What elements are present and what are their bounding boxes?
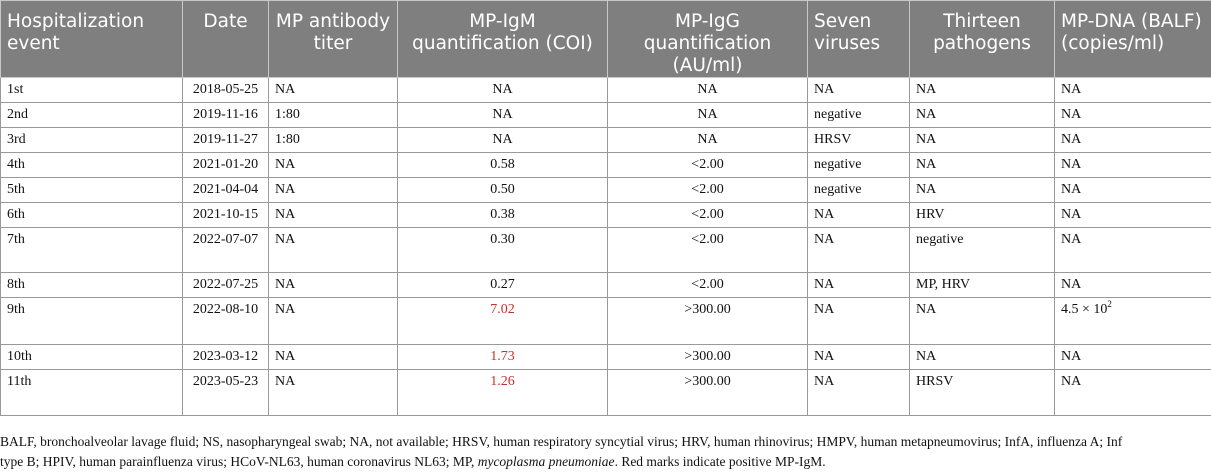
cell-event: 11th [1,370,183,416]
cell-date: 2021-04-04 [183,178,269,203]
table-row [1,178,1211,203]
cell-titer: NA [269,273,398,298]
cell-igg: <2.00 [608,178,808,203]
cell-igg: <2.00 [608,273,808,298]
header-hospitalization-event: Hospitalization event [1,1,183,78]
footnote-line-1: BALF, bronchoalveolar lavage fluid; NS, nasopharyngeal swab; NA, not available; HRSV, human respiratory syncytial virus; HRV, human rhinovirus; HMPV, human metapneumovirus; InfA, influenza A; Inf [0,432,1211,452]
table-row [1,273,1211,298]
cell-date: 2022-07-07 [183,228,269,273]
cell-igm: 0.27 [398,273,608,298]
cell-igg: >300.00 [608,370,808,416]
cell-event: 2nd [1,103,183,128]
cell-thirteen-pathogens: HRV [910,203,1055,228]
cell-igm: 0.30 [398,228,608,273]
cell-thirteen-pathogens: NA [910,298,1055,345]
table-row [1,345,1211,370]
cell-igm-positive: 7.02 [398,298,608,345]
cell-mp-dna: NA [1055,273,1211,298]
cell-thirteen-pathogens: NA [910,153,1055,178]
cell-titer: 1:80 [269,103,398,128]
header-mp-dna: MP-DNA (BALF) (copies/ml) [1055,1,1211,78]
cell-date: 2023-03-12 [183,345,269,370]
header-mp-igg: MP-IgG quantification (AU/ml) [608,1,808,78]
cell-igm: 0.38 [398,203,608,228]
footnote-italic-term: mycoplasma pneumoniae [478,454,615,469]
table-row [1,78,1211,103]
cell-event: 10th [1,345,183,370]
cell-thirteen-pathogens: MP, HRV [910,273,1055,298]
table-row [1,228,1211,273]
dna-value: 4.5 × 10 [1061,302,1107,317]
footnote-line-2 [0,452,1211,472]
cell-seven-viruses: NA [808,203,910,228]
cell-event: 1st [1,78,183,103]
cell-seven-viruses: NA [808,370,910,416]
cell-date: 2022-07-25 [183,273,269,298]
cell-igg: <2.00 [608,153,808,178]
cell-event: 3rd [1,128,183,153]
cell-titer: NA [269,370,398,416]
cell-igm-positive: 1.26 [398,370,608,416]
header-date: Date [183,1,269,78]
header-mp-antibody-titer: MP antibody titer [269,1,398,78]
cell-igm: 0.58 [398,153,608,178]
cell-thirteen-pathogens: NA [910,103,1055,128]
cell-titer: NA [269,345,398,370]
cell-igg: NA [608,78,808,103]
cell-date: 2021-10-15 [183,203,269,228]
cell-titer: NA [269,228,398,273]
table-row [1,203,1211,228]
table-row [1,370,1211,416]
cell-igg: >300.00 [608,345,808,370]
cell-titer: NA [269,178,398,203]
cell-titer: NA [269,298,398,345]
cell-thirteen-pathogens: NA [910,128,1055,153]
cell-igg: NA [608,103,808,128]
cell-titer: NA [269,203,398,228]
cell-igg: >300.00 [608,298,808,345]
cell-seven-viruses: HRSV [808,128,910,153]
cell-mp-dna: NA [1055,153,1211,178]
cell-igg: <2.00 [608,203,808,228]
cell-seven-viruses: negative [808,153,910,178]
cell-event: 4th [1,153,183,178]
dna-exponent: 2 [1107,299,1112,309]
table-row [1,103,1211,128]
header-mp-igm: MP-IgM quantification (COI) [398,1,608,78]
cell-mp-dna: NA [1055,78,1211,103]
header-seven-viruses: Seven viruses [808,1,910,78]
cell-date: 2021-01-20 [183,153,269,178]
cell-event: 8th [1,273,183,298]
footnote-line-2a: type B; HPIV, human parainfluenza virus; HCoV-NL63, human coronavirus NL63; MP, [0,454,478,469]
cell-igm-positive: 1.73 [398,345,608,370]
cell-seven-viruses: NA [808,345,910,370]
cell-titer: 1:80 [269,128,398,153]
cell-event: 9th [1,298,183,345]
cell-mp-dna [1055,298,1211,345]
cell-mp-dna: NA [1055,345,1211,370]
cell-event: 7th [1,228,183,273]
header-thirteen-pathogens: Thirteen pathogens [910,1,1055,78]
header-row [1,1,1211,78]
cell-seven-viruses: negative [808,103,910,128]
cell-thirteen-pathogens: negative [910,228,1055,273]
cell-thirteen-pathogens: NA [910,178,1055,203]
cell-seven-viruses: NA [808,228,910,273]
cell-thirteen-pathogens: NA [910,78,1055,103]
cell-date: 2019-11-27 [183,128,269,153]
cell-seven-viruses: NA [808,273,910,298]
cell-mp-dna: NA [1055,178,1211,203]
cell-titer: NA [269,153,398,178]
cell-event: 5th [1,178,183,203]
table-row [1,153,1211,178]
table-row [1,128,1211,153]
cell-mp-dna: NA [1055,228,1211,273]
cell-seven-viruses: NA [808,298,910,345]
footnote-line-2b: . Red marks indicate positive MP-IgM. [615,454,826,469]
cell-seven-viruses: NA [808,78,910,103]
cell-mp-dna: NA [1055,103,1211,128]
cell-date: 2022-08-10 [183,298,269,345]
cell-igm: NA [398,103,608,128]
table-footnote [0,432,1211,472]
cell-thirteen-pathogens: HRSV [910,370,1055,416]
table-row [1,298,1211,345]
cell-igm: NA [398,128,608,153]
cell-igg: <2.00 [608,228,808,273]
cell-mp-dna: NA [1055,203,1211,228]
cell-date: 2023-05-23 [183,370,269,416]
cell-igm: NA [398,78,608,103]
cell-date: 2018-05-25 [183,78,269,103]
cell-mp-dna: NA [1055,128,1211,153]
cell-titer: NA [269,78,398,103]
cell-thirteen-pathogens: NA [910,345,1055,370]
cell-seven-viruses: negative [808,178,910,203]
cell-event: 6th [1,203,183,228]
cell-mp-dna: NA [1055,370,1211,416]
cell-igg: NA [608,128,808,153]
cell-date: 2019-11-16 [183,103,269,128]
cell-igm: 0.50 [398,178,608,203]
